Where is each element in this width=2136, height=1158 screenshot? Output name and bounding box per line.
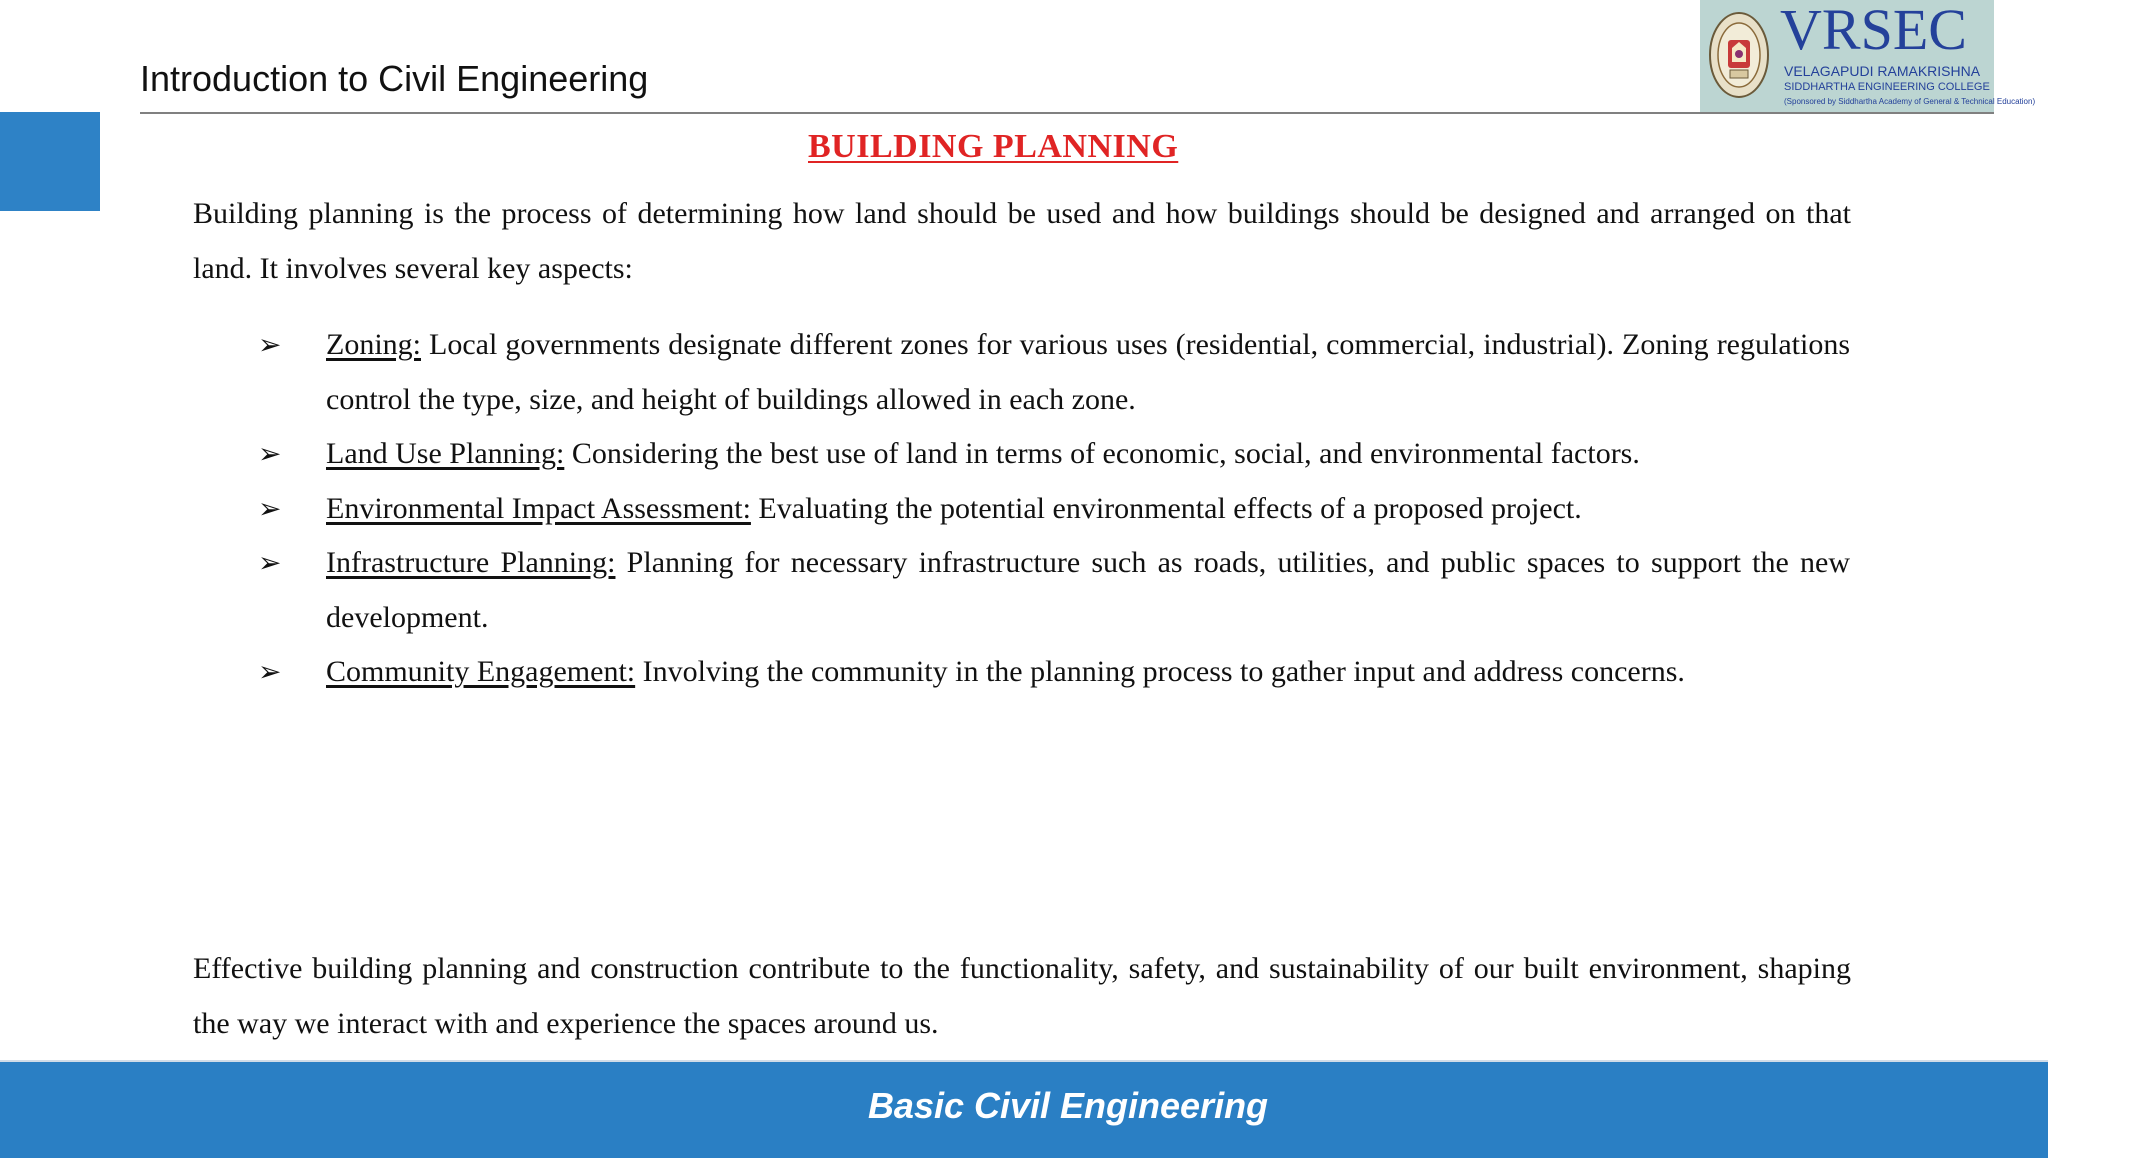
arrow-bullet-icon: ➢ [258,491,282,525]
arrow-bullet-icon: ➢ [258,328,282,361]
bullet-term: Community Engagement: [326,655,636,688]
bullet-term: Infrastructure Planning: [326,546,616,579]
college-logo [1700,0,2036,112]
bullet-term: Zoning: [326,328,421,361]
logo-subtitle-3: (Sponsored by Siddhartha Academy of General & Technical Education) [1784,97,2036,106]
bullet-text: Evaluating the potential environmental effects of a proposed project. [750,491,1582,525]
bullet-text: Considering the best use of land in terms of economic, social, and environmental factors. [564,437,1640,470]
bullet-text: Planning for necessary infrastructure such as roads, utilities, and public spaces to support the new development. [326,546,1850,634]
intro-paragraph: Building planning is the process of determining how land should be used and how buildings should be designed and arranged on that land. It involves several key aspects: [193,197,1851,285]
accent-block [0,112,100,211]
list-item-zoning [258,318,1850,427]
arrow-bullet-icon: ➢ [258,437,282,470]
bullet-text: Local governments designate different zones for various uses (residential, commercial, industrial). Zoning regulations control the type, size, and height of buildings allowed in each zone. [326,328,1850,416]
logo-subtitle-1: VELAGAPUDI RAMAKRISHNA [1784,63,1981,79]
aspects-list [258,318,1850,700]
section-heading: BUILDING PLANNING [808,128,1179,165]
list-item-community-engagement [258,645,1850,700]
closing-paragraph: Effective building planning and construction contribute to the functionality, safety, and sustainability of our built environment, shaping the way we interact with and experience the spaces around us. [193,952,1851,1040]
list-item-land-use-planning [258,427,1850,482]
list-item-infrastructure-planning [258,536,1850,645]
bullet-text: Involving the community in the planning process to gather input and address concerns. [635,655,1685,688]
list-item-environmental-impact-assessment [258,482,1850,537]
logo-subtitle-2: SIDDHARTHA ENGINEERING COLLEGE [1784,81,1990,93]
footer-title: Basic Civil Engineering [867,1085,1269,1126]
bullet-term: Environmental Impact Assessment: [326,491,751,525]
bullet-term: Land Use Planning: [326,437,565,470]
college-seal-icon [1708,8,1770,102]
slide-header-title: Introduction to Civil Engineering [140,58,649,99]
logo-wordmark: VRSEC [1780,0,1967,62]
arrow-bullet-icon: ➢ [258,546,282,579]
header-divider [140,112,1994,114]
arrow-bullet-icon: ➢ [258,655,282,688]
